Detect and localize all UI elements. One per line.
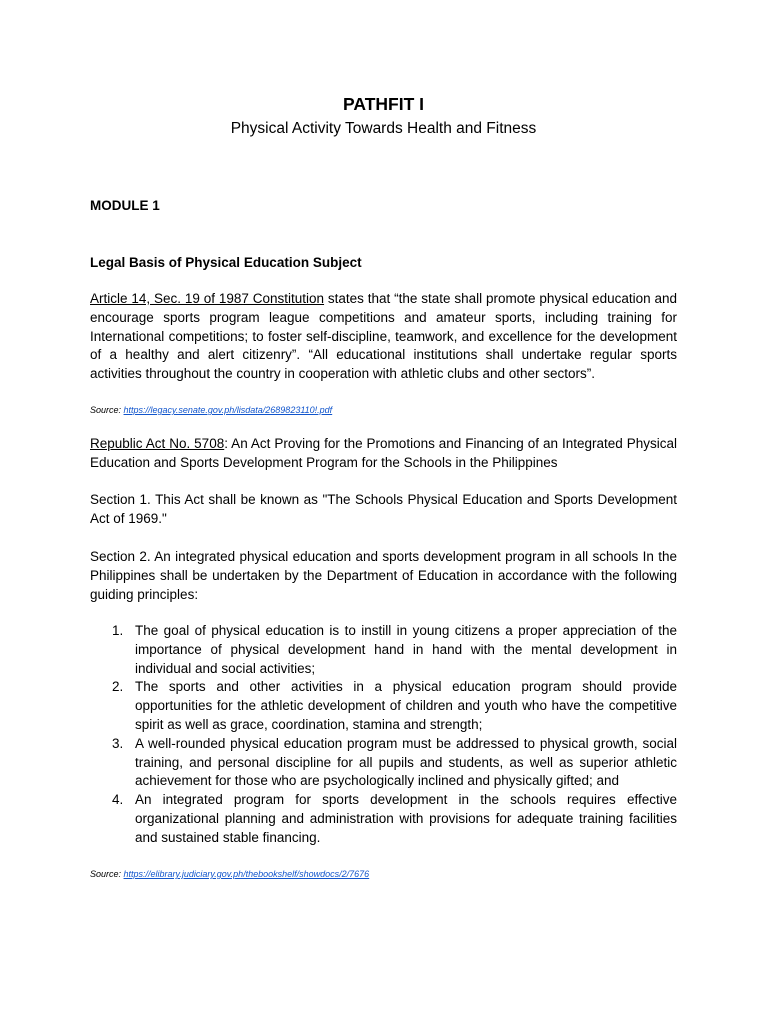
guiding-principles-list — [90, 622, 677, 848]
list-item-number: 3. — [112, 735, 124, 751]
list-item-number: 4. — [112, 792, 124, 808]
document-subtitle: Physical Activity Towards Health and Fitness — [230, 120, 537, 137]
list-item — [90, 678, 677, 734]
list-item-text: An integrated program for sports development in the schools requires effective organizational planning and administration with provisions for adequate training facilities and sustained stable financing. — [135, 792, 677, 845]
document-title: PATHFIT I — [342, 94, 424, 114]
list-item-text: A well-rounded physical education program must be addressed to physical growth, social training, and personal discipline for all pupils and students, as well as superior athletic achievement for those who are psychologically inclined and physically gifted; and — [135, 735, 677, 789]
list-item — [90, 791, 677, 847]
republic-act-text: : An Act Proving for the Promotions and Financing of an Integrated Physical Education and Sports Development Program for the Schools in the Philippines — [90, 436, 677, 470]
list-item — [90, 735, 677, 791]
list-item-text: The goal of physical education is to instill in young citizens a proper appreciation of the importance of physical development hand in hand with the mental development in individual and social activities; — [135, 623, 677, 676]
republic-act-paragraph — [90, 435, 677, 473]
section-heading: Legal Basis of Physical Education Subject — [90, 255, 362, 270]
source-link-judiciary[interactable]: https://elibrary.judiciary.gov.ph/thebookshelf/showdocs/2/7676 — [123, 869, 370, 879]
source-label: Source: — [90, 869, 124, 879]
list-item-number: 1. — [112, 623, 124, 638]
module-label: MODULE 1 — [90, 198, 160, 213]
article-reference: Article 14, Sec. 19 of 1987 Constitution — [90, 291, 325, 306]
section-1-paragraph: Section 1. This Act shall be known as "The Schools Physical Education and Sports Development Act of 1969." — [90, 492, 677, 526]
republic-act-reference: Republic Act No. 5708 — [90, 436, 225, 451]
article-text: states that “the state shall promote physical education and encourage sports program league competitions and amateur sports, including training for International competitions; to foster self-discipline, teamwork, and excellence for the development of a healthy and alert citizenry”. “All educational institutions shall undertake regular sports activities throughout the country in cooperation with athletic clubs and other sectors”. — [90, 291, 677, 382]
source-citation-1 — [90, 404, 332, 416]
section-2-paragraph: Section 2. An integrated physical education and sports development program in all schools In the Philippines shall be undertaken by the Department of Education in accordance with the following guiding principles: — [90, 549, 677, 602]
source-label: Source: — [90, 405, 124, 415]
list-item-text: The sports and other activities in a physical education program should provide opportunities for the athletic development of children and youth who have the competitive spirit as well as grace, coordination, stamina and strength; — [135, 679, 677, 732]
article-paragraph — [90, 290, 677, 384]
list-item — [90, 622, 677, 678]
source-link-senate[interactable]: https://legacy.senate.gov.ph/lisdata/2689823110!.pdf — [123, 405, 333, 415]
list-item-number: 2. — [112, 679, 124, 695]
source-citation-2 — [90, 868, 369, 880]
